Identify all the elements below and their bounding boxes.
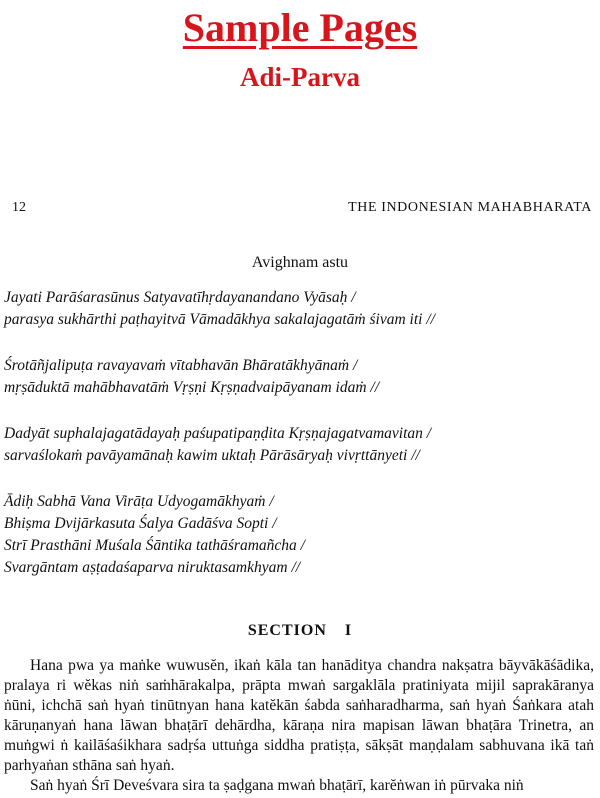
- page-header: [12, 200, 592, 218]
- sample-pages-title: Sample Pages: [182, 5, 418, 50]
- section-label: SECTION: [247, 622, 327, 639]
- parva-subtitle: Adi-Parva: [240, 62, 360, 92]
- prose-block: [4, 656, 594, 796]
- section-heading: [0, 622, 600, 640]
- running-head: THE INDONESIAN MAHABHARATA: [348, 200, 592, 215]
- verse-line: parasya sukhārthi paṭhayitvā Vāmadākhya sakalajagatāṁ śivam iti //: [4, 311, 435, 328]
- verse-line: sarvaślokaṁ pavāyamānaḥ kawim uktaḥ Pārāsāryaḥ vivṛttānyeti //: [4, 447, 420, 464]
- verse-line: mṛṣāduktā mahābhavatāṁ Vṛṣṇi Kṛṣṇadvaipāyanam idaṁ //: [4, 379, 380, 396]
- verse-line: Strī Prasthāni Muśala Śāntika tathāśramañcha /: [4, 537, 305, 554]
- verse-line: Śrotāñjalipuṭa ravayavaṁ vītabhavān Bhāratākhyānaṁ /: [4, 357, 358, 374]
- verse-block: [4, 287, 594, 603]
- verse-line: Dadyāt suphalajagatādayaḥ paśupatipaṇḍita Kṛṣṇajagatvamavitan /: [4, 425, 432, 442]
- stanza: [4, 355, 594, 399]
- paragraph: Hana pwa ya maṅke wuwusĕn, ikaṅ kāla tan hanāditya chandra nakṣatra bāyvākāśādika, pralaya ri wĕkas niṅ saṁhārakalpa, prāpta mwaṅ sargaklāla pratiniyata mijil saprakāranya ṅūni, ichchā saṅ hyaṅ tinūtnyan hana katĕkān śabda saṅharadharma, saṅ hyaṅ Śaṅkara atah kāruṇanyaṅ hana lāwan bhaṭārī dehārdha, kāraṇa nira mapisan lāwan bhaṭāra Trinetra, an muṅgwi ṅ kailāśaśikhara sadṛśa uttuṅga siddha pratiṣṭa, sākṣāt maṇḍalam sabhuvana ikā taṅ parhyaṅan sthāna saṅ hyaṅ.: [4, 657, 594, 774]
- section-number: I: [344, 622, 353, 639]
- paragraph: Saṅ hyaṅ Śrī Deveśvara sira ta ṣaḍgana mwaṅ bhaṭārī, karĕṅwan iṅ pūrvaka niṅ: [30, 777, 524, 794]
- stanza: [4, 287, 594, 331]
- stanza: [4, 423, 594, 467]
- verse-line: Svargāntam aṣṭadaśaparva niruktasamkhyam //: [4, 559, 301, 576]
- page-number: 12: [12, 200, 26, 215]
- stanza: [4, 491, 594, 579]
- verse-line: Jayati Parāśarasūnus Satyavatīhṛdayanandano Vyāsaḥ /: [4, 289, 356, 306]
- verse-line: Bhiṣma Dvijārkasuta Śalya Gadāśva Sopti /: [4, 515, 277, 532]
- invocation: Avighnam astu: [251, 254, 349, 271]
- verse-line: Ādiḥ Sabhā Vana Virāṭa Udyogamākhyaṁ /: [4, 493, 274, 510]
